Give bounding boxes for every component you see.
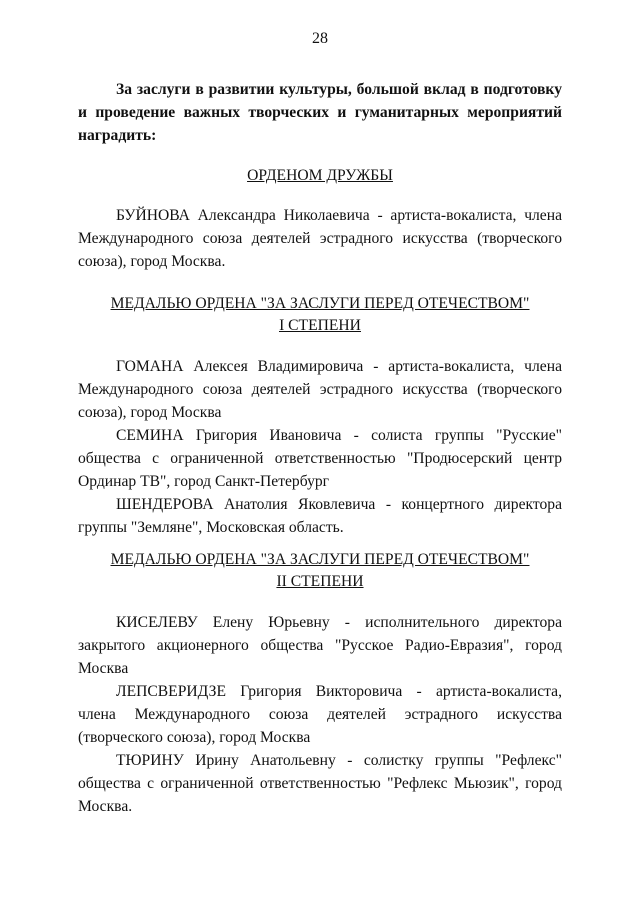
section-heading-order-of-friendship: [0, 165, 640, 187]
heading-line-degree: I СТЕПЕНИ: [279, 317, 361, 334]
award-entry: ТЮРИНУ Ирину Анатольевну - солистку группы "Рефлекс" общества с ограниченной ответственностью "Рефлекс Мьюзик", город Москва.: [78, 752, 562, 815]
section-heading-medal-1st-degree: [0, 293, 640, 337]
heading-line: МЕДАЛЬЮ ОРДЕНА "ЗА ЗАСЛУГИ ПЕРЕД ОТЕЧЕСТВОМ": [110, 295, 530, 312]
section-2-entries: [78, 355, 562, 539]
page-number: 28: [312, 30, 328, 47]
award-entry: ГОМАНА Алексея Владимировича - артиста-вокалиста, члена Международного союза деятелей эстрадного искусства (творческого союза), город Москва: [78, 358, 562, 421]
section-3-entries: [78, 611, 562, 818]
intro-paragraph: [78, 78, 562, 147]
intro-text: За заслуги в развитии культуры, большой вклад в подготовку и проведение важных творческих и гуманитарных мероприятий наградить:: [78, 81, 562, 144]
heading-line-degree: II СТЕПЕНИ: [276, 573, 364, 590]
section-heading-medal-2nd-degree: [0, 549, 640, 593]
award-entry: СЕМИНА Григория Ивановича - солиста группы "Русские" общества с ограниченной ответственностью "Продюсерский центр Ординар ТВ", город Санкт-Петербург: [78, 427, 562, 490]
award-entry: ЛЕПСВЕРИДЗЕ Григория Викторовича - артиста-вокалиста, члена Международного союза деятелей эстрадного искусства (творческого союза), город Москва: [78, 683, 562, 746]
award-entry: БУЙНОВА Александра Николаевича - артиста-вокалиста, члена Международного союза деятелей эстрадного искусства (творческого союза), город Москва.: [78, 207, 562, 270]
award-entry: ШЕНДЕРОВА Анатолия Яковлевича - концертного директора группы "Земляне", Московская область.: [78, 496, 562, 536]
heading-line: ОРДЕНОМ ДРУЖБЫ: [247, 167, 393, 184]
heading-line: МЕДАЛЬЮ ОРДЕНА "ЗА ЗАСЛУГИ ПЕРЕД ОТЕЧЕСТВОМ": [110, 551, 530, 568]
section-1-entries: [78, 204, 562, 273]
award-entry: КИСЕЛЕВУ Елену Юрьевну - исполнительного директора закрытого акционерного общества "Русское Радио-Евразия", город Москва: [78, 614, 562, 677]
